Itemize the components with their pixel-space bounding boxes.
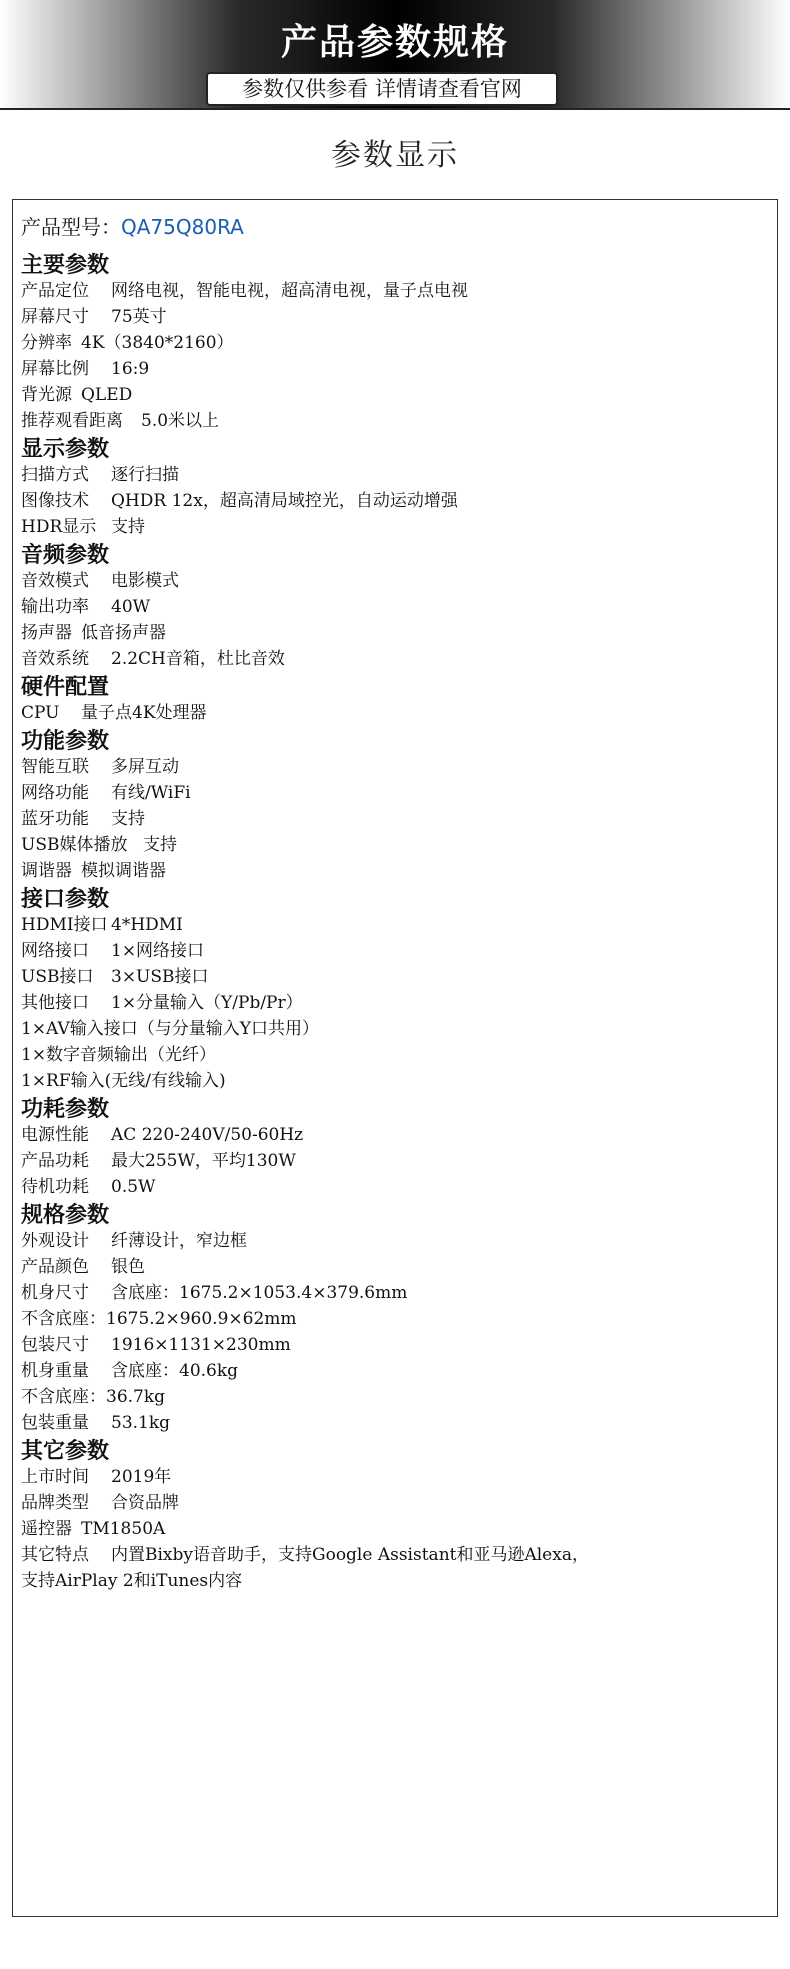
spec-key: CPU bbox=[21, 703, 60, 723]
section-title: 功耗参数 bbox=[21, 1096, 110, 1122]
spec-value: 多屏互动 bbox=[111, 757, 179, 777]
spec-value: 逐行扫描 bbox=[111, 465, 179, 485]
spec-row bbox=[21, 940, 204, 962]
spec-key: 不含底座：36.7kg bbox=[21, 1387, 166, 1407]
spec-row bbox=[21, 410, 219, 432]
spec-row bbox=[21, 280, 468, 302]
spec-value: 低音扬声器 bbox=[81, 623, 166, 643]
spec-row bbox=[21, 332, 234, 354]
spec-key: 扫描方式 bbox=[21, 465, 89, 485]
spec-row bbox=[21, 1466, 171, 1488]
spec-row bbox=[21, 808, 145, 830]
spec-row bbox=[21, 1308, 297, 1330]
spec-key: 智能互联 bbox=[21, 757, 89, 777]
spec-key: 分辨率 bbox=[21, 333, 72, 353]
spec-key: 支持AirPlay 2和iTunes内容 bbox=[21, 1571, 243, 1591]
spec-value: 0.5W bbox=[111, 1177, 156, 1197]
spec-row bbox=[21, 860, 166, 882]
spec-row bbox=[21, 1230, 247, 1252]
spec-value: QHDR 12x，超高清局域控光，自动运动增强 bbox=[111, 491, 458, 511]
section-title: 主要参数 bbox=[21, 252, 110, 278]
spec-key: 品牌类型 bbox=[21, 1493, 89, 1513]
spec-row bbox=[21, 1070, 226, 1092]
spec-value: 2.2CH音箱，杜比音效 bbox=[111, 649, 285, 669]
spec-key: 待机功耗 bbox=[21, 1177, 89, 1197]
spec-row bbox=[21, 1544, 589, 1566]
spec-row bbox=[21, 1256, 145, 1278]
banner-subtitle: 参数仅供参看 详情请查看官网 bbox=[206, 72, 558, 106]
spec-key: 屏幕比例 bbox=[21, 359, 89, 379]
spec-value: 40W bbox=[111, 597, 151, 617]
spec-value: TM1850A bbox=[81, 1519, 166, 1539]
spec-row bbox=[21, 1018, 319, 1040]
spec-value: 16:9 bbox=[111, 359, 150, 379]
spec-value: 支持 bbox=[111, 809, 145, 829]
spec-row bbox=[21, 1518, 165, 1540]
spec-row bbox=[21, 1570, 242, 1592]
model-label: 产品型号： bbox=[21, 215, 121, 239]
spec-key: 调谐器 bbox=[21, 861, 72, 881]
divider bbox=[0, 108, 790, 110]
spec-row bbox=[21, 384, 132, 406]
spec-row bbox=[21, 1176, 156, 1198]
spec-value: 3×USB接口 bbox=[111, 967, 209, 987]
spec-key: 包装重量 bbox=[21, 1413, 89, 1433]
section-title: 功能参数 bbox=[21, 728, 110, 754]
spec-value: 网络电视，智能电视，超高清电视，量子点电视 bbox=[111, 281, 468, 301]
spec-key: 网络接口 bbox=[21, 941, 89, 961]
model-row bbox=[21, 216, 244, 240]
spec-key: USB接口 bbox=[21, 967, 94, 987]
spec-value: 银色 bbox=[111, 1257, 145, 1277]
spec-key: 输出功率 bbox=[21, 597, 89, 617]
spec-key: 外观设计 bbox=[21, 1231, 89, 1251]
spec-key: 不含底座：1675.2×960.9×62mm bbox=[21, 1309, 297, 1329]
spec-key: 扬声器 bbox=[21, 623, 72, 643]
spec-key: 蓝牙功能 bbox=[21, 809, 89, 829]
spec-key: 推荐观看距离 bbox=[21, 411, 123, 431]
spec-value: 75英寸 bbox=[111, 307, 167, 327]
spec-key: 音效系统 bbox=[21, 649, 89, 669]
spec-key: 其它特点 bbox=[21, 1545, 89, 1565]
spec-value: 1916×1131×230mm bbox=[111, 1335, 291, 1355]
spec-key: 产品功耗 bbox=[21, 1151, 89, 1171]
spec-value: 模拟调谐器 bbox=[81, 861, 166, 881]
spec-value: 有线/WiFi bbox=[111, 783, 191, 803]
spec-value: 4K（3840*2160） bbox=[81, 333, 234, 353]
spec-row bbox=[21, 1150, 296, 1172]
spec-row bbox=[21, 570, 179, 592]
spec-key: 产品定位 bbox=[21, 281, 89, 301]
spec-key: 1×数字音频输出（光纤） bbox=[21, 1045, 217, 1065]
spec-row bbox=[21, 1412, 170, 1434]
spec-key: HDR显示 bbox=[21, 517, 97, 537]
spec-value: 含底座：1675.2×1053.4×379.6mm bbox=[111, 1283, 408, 1303]
spec-key: 机身重量 bbox=[21, 1361, 89, 1381]
spec-key: 图像技术 bbox=[21, 491, 89, 511]
spec-key: 机身尺寸 bbox=[21, 1283, 89, 1303]
spec-key: 网络功能 bbox=[21, 783, 89, 803]
spec-key: 遥控器 bbox=[21, 1519, 72, 1539]
spec-value: 支持 bbox=[143, 835, 177, 855]
spec-key: 1×AV输入接口（与分量输入Y口共用） bbox=[21, 1019, 319, 1039]
spec-value: 电影模式 bbox=[111, 571, 179, 591]
spec-row bbox=[21, 648, 285, 670]
section-title: 硬件配置 bbox=[21, 674, 110, 700]
header-banner bbox=[0, 0, 790, 108]
spec-key: HDMI接口 bbox=[21, 915, 108, 935]
spec-value: 合资品牌 bbox=[111, 1493, 179, 1513]
spec-row bbox=[21, 1124, 303, 1146]
spec-row bbox=[21, 756, 179, 778]
spec-row bbox=[21, 1360, 238, 1382]
spec-value: 1×分量输入（Y/Pb/Pr） bbox=[111, 993, 303, 1013]
spec-value: 53.1kg bbox=[111, 1413, 171, 1433]
section-title: 音频参数 bbox=[21, 542, 110, 568]
spec-key: 背光源 bbox=[21, 385, 72, 405]
spec-value: 4*HDMI bbox=[111, 915, 183, 935]
spec-value: 最大255W，平均130W bbox=[111, 1151, 296, 1171]
section-title: 规格参数 bbox=[21, 1202, 110, 1228]
spec-value: 量子点4K处理器 bbox=[81, 703, 207, 723]
spec-row bbox=[21, 834, 177, 856]
spec-row bbox=[21, 914, 183, 936]
spec-row bbox=[21, 1386, 165, 1408]
spec-value: 1×网络接口 bbox=[111, 941, 205, 961]
spec-key: 上市时间 bbox=[21, 1467, 89, 1487]
spec-key: 电源性能 bbox=[21, 1125, 89, 1145]
spec-value: 支持 bbox=[111, 517, 145, 537]
spec-row bbox=[21, 596, 150, 618]
section-title: 接口参数 bbox=[21, 886, 110, 912]
spec-value: 内置Bixby语音助手，支持Google Assistant和亚马逊Alexa， bbox=[111, 1545, 589, 1565]
spec-key: USB媒体播放 bbox=[21, 835, 128, 855]
spec-value: 含底座：40.6kg bbox=[111, 1361, 239, 1381]
spec-row bbox=[21, 782, 191, 804]
spec-row bbox=[21, 1044, 216, 1066]
section-title: 其它参数 bbox=[21, 1438, 110, 1464]
spec-row bbox=[21, 622, 166, 644]
spec-value: AC 220-240V/50-60Hz bbox=[111, 1125, 304, 1145]
spec-row bbox=[21, 1334, 291, 1356]
spec-row bbox=[21, 992, 303, 1014]
spec-row bbox=[21, 1282, 407, 1304]
spec-key: 其他接口 bbox=[21, 993, 89, 1013]
spec-row bbox=[21, 1492, 179, 1514]
spec-value: 2019年 bbox=[111, 1467, 172, 1487]
spec-value: 5.0米以上 bbox=[141, 411, 220, 431]
spec-key: 产品颜色 bbox=[21, 1257, 89, 1277]
spec-key: 包装尺寸 bbox=[21, 1335, 89, 1355]
spec-row bbox=[21, 516, 145, 538]
section-title: 显示参数 bbox=[21, 436, 110, 462]
spec-key: 1×RF输入(无线/有线输入) bbox=[21, 1071, 226, 1091]
spec-row bbox=[21, 702, 207, 724]
spec-row bbox=[21, 966, 209, 988]
model-value: QA75Q80RA bbox=[121, 215, 244, 239]
spec-panel bbox=[12, 199, 778, 1917]
spec-row bbox=[21, 490, 458, 512]
banner-title: 产品参数规格 bbox=[280, 22, 509, 63]
spec-row bbox=[21, 358, 149, 380]
page-heading: 参数显示 bbox=[331, 138, 459, 173]
spec-key: 屏幕尺寸 bbox=[21, 307, 89, 327]
spec-value: QLED bbox=[81, 385, 133, 405]
spec-row bbox=[21, 306, 167, 328]
spec-value: 纤薄设计，窄边框 bbox=[111, 1231, 247, 1251]
spec-row bbox=[21, 464, 179, 486]
spec-key: 音效模式 bbox=[21, 571, 89, 591]
